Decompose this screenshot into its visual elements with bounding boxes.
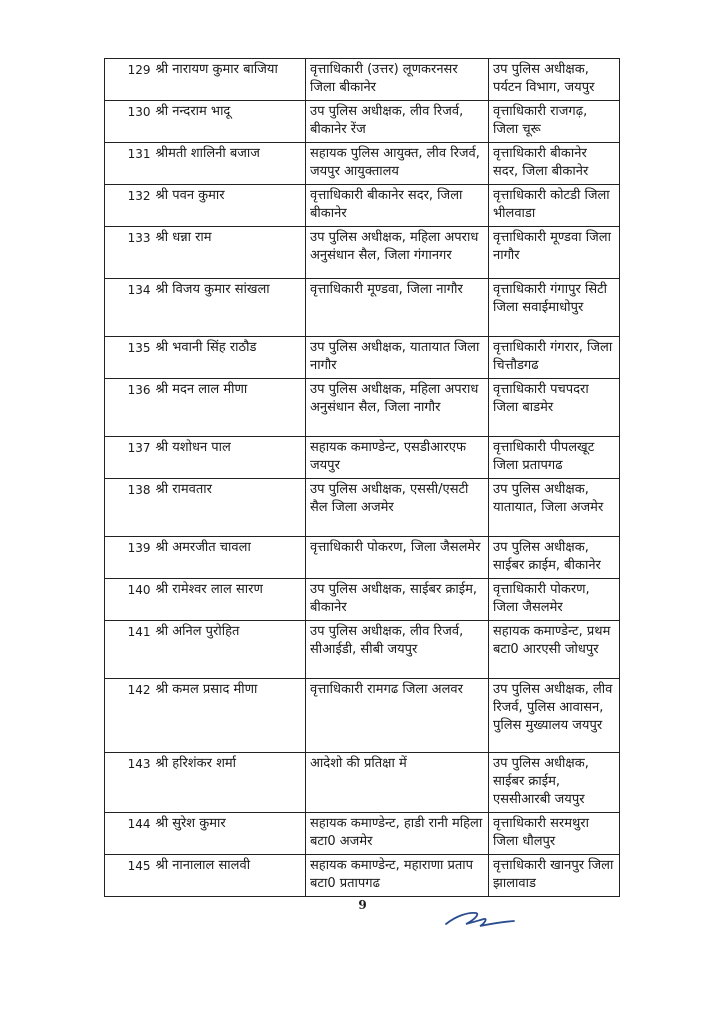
new-posting: वृत्ताधिकारी पीपलखूट जिला प्रतापगढ [489,437,620,479]
new-posting: वृत्ताधिकारी पोकरण, जिला जैसलमेर [489,579,620,621]
current-posting: उप पुलिस अधीक्षक, महिला अपराध अनुसंधान सैल, जिला नागौर [306,379,489,437]
current-posting: सहायक कमाण्डेन्ट, महाराणा प्रताप बटा0 प्रतापगढ [306,855,489,897]
current-posting: उप पुलिस अधीक्षक, लीव रिजर्व, बीकानेर रेंज [306,101,489,143]
officer-name: श्री यशोधन पाल [153,437,306,479]
row-number: 133 [105,227,153,279]
officer-name: श्री रामवतार [153,479,306,537]
row-number: 134 [105,279,153,337]
row-number: 129 [105,59,153,101]
new-posting: वृत्ताधिकारी बीकानेर सदर, जिला बीकानेर [489,143,620,185]
new-posting: वृत्ताधिकारी राजगढ़, जिला चूरू [489,101,620,143]
row-number: 144 [105,813,153,855]
current-posting: वृत्ताधिकारी मूण्डवा, जिला नागौर [306,279,489,337]
new-posting: वृत्ताधिकारी पचपदरा जिला बाडमेर [489,379,620,437]
transfer-table [104,58,620,897]
row-number: 131 [105,143,153,185]
officer-name: श्री नानालाल सालवी [153,855,306,897]
row-number: 135 [105,337,153,379]
row-number: 142 [105,679,153,753]
officer-name: श्री पवन कुमार [153,185,306,227]
row-number: 130 [105,101,153,143]
row-number: 139 [105,537,153,579]
table-row [105,621,620,679]
new-posting: उप पुलिस अधीक्षक, साईबर क्राईम, एससीआरबी जयपुर [489,753,620,813]
new-posting: वृत्ताधिकारी गंगापुर सिटी जिला सवाईमाधोपुर [489,279,620,337]
current-posting: उप पुलिस अधीक्षक, यातायात जिला नागौर [306,337,489,379]
table-row [105,579,620,621]
officer-name: श्री सुरेश कुमार [153,813,306,855]
new-posting: वृत्ताधिकारी कोटडी जिला भीलवाडा [489,185,620,227]
table-row [105,379,620,437]
table-row [105,537,620,579]
table-row [105,753,620,813]
table-row [105,279,620,337]
table-row [105,813,620,855]
new-posting: उप पुलिस अधीक्षक, पर्यटन विभाग, जयपुर [489,59,620,101]
current-posting: सहायक कमाण्डेन्ट, हाडी रानी महिला बटा0 अजमेर [306,813,489,855]
current-posting: उप पुलिस अधीक्षक, महिला अपराध अनुसंधान सैल, जिला गंगानगर [306,227,489,279]
row-number: 137 [105,437,153,479]
table-row [105,479,620,537]
officer-name: श्री भवानी सिंह राठौड [153,337,306,379]
row-number: 138 [105,479,153,537]
officer-name: श्री धन्ना राम [153,227,306,279]
table-row [105,679,620,753]
officer-name: श्री विजय कुमार सांखला [153,279,306,337]
page-number: 9 [358,898,367,912]
table-row [105,143,620,185]
new-posting: वृत्ताधिकारी खानपुर जिला झालावाड [489,855,620,897]
officer-name: श्री रामेश्वर लाल सारण [153,579,306,621]
table-row [105,101,620,143]
current-posting: सहायक पुलिस आयुक्त, लीव रिजर्व, जयपुर आयुक्तालय [306,143,489,185]
new-posting: उप पुलिस अधीक्षक, यातायात, जिला अजमेर [489,479,620,537]
new-posting: वृत्ताधिकारी मूण्डवा जिला नागौर [489,227,620,279]
row-number: 143 [105,753,153,813]
row-number: 141 [105,621,153,679]
row-number: 140 [105,579,153,621]
row-number: 132 [105,185,153,227]
current-posting: उप पुलिस अधीक्षक, साईबर क्राईम, बीकानेर [306,579,489,621]
table-row [105,227,620,279]
signature-icon [440,902,520,936]
table-row [105,337,620,379]
current-posting: उप पुलिस अधीक्षक, एससी/एसटी सैल जिला अजमेर [306,479,489,537]
table-row [105,185,620,227]
officer-name: श्रीमती शालिनी बजाज [153,143,306,185]
row-number: 136 [105,379,153,437]
current-posting: उप पुलिस अधीक्षक, लीव रिजर्व, सीआईडी, सीबी जयपुर [306,621,489,679]
current-posting: आदेशो की प्रतिक्षा में [306,753,489,813]
new-posting: वृत्ताधिकारी सरमथुरा जिला धौलपुर [489,813,620,855]
current-posting: सहायक कमाण्डेन्ट, एसडीआरएफ जयपुर [306,437,489,479]
transfer-table-body [105,59,620,897]
new-posting: उप पुलिस अधीक्षक, लीव रिजर्व, पुलिस आवासन, पुलिस मुख्यालय जयपुर [489,679,620,753]
new-posting: उप पुलिस अधीक्षक, साईबर क्राईम, बीकानेर [489,537,620,579]
new-posting: सहायक कमाण्डेन्ट, प्रथम बटा0 आरएसी जोधपुर [489,621,620,679]
officer-name: श्री हरिशंकर शर्मा [153,753,306,813]
new-posting: वृत्ताधिकारी गंगरार, जिला चित्तौडगढ [489,337,620,379]
current-posting: वृत्ताधिकारी बीकानेर सदर, जिला बीकानेर [306,185,489,227]
officer-name: श्री नारायण कुमार बाजिया [153,59,306,101]
officer-name: श्री मदन लाल मीणा [153,379,306,437]
officer-name: श्री अनिल पुरोहित [153,621,306,679]
officer-name: श्री कमल प्रसाद मीणा [153,679,306,753]
officer-name: श्री अमरजीत चावला [153,537,306,579]
table-row [105,59,620,101]
table-row [105,437,620,479]
current-posting: वृत्ताधिकारी पोकरण, जिला जैसलमेर [306,537,489,579]
row-number: 145 [105,855,153,897]
current-posting: वृत्ताधिकारी (उत्तर) लूणकरनसर जिला बीकानेर [306,59,489,101]
table-row [105,855,620,897]
current-posting: वृत्ताधिकारी रामगढ जिला अलवर [306,679,489,753]
officer-name: श्री नन्दराम भादू [153,101,306,143]
